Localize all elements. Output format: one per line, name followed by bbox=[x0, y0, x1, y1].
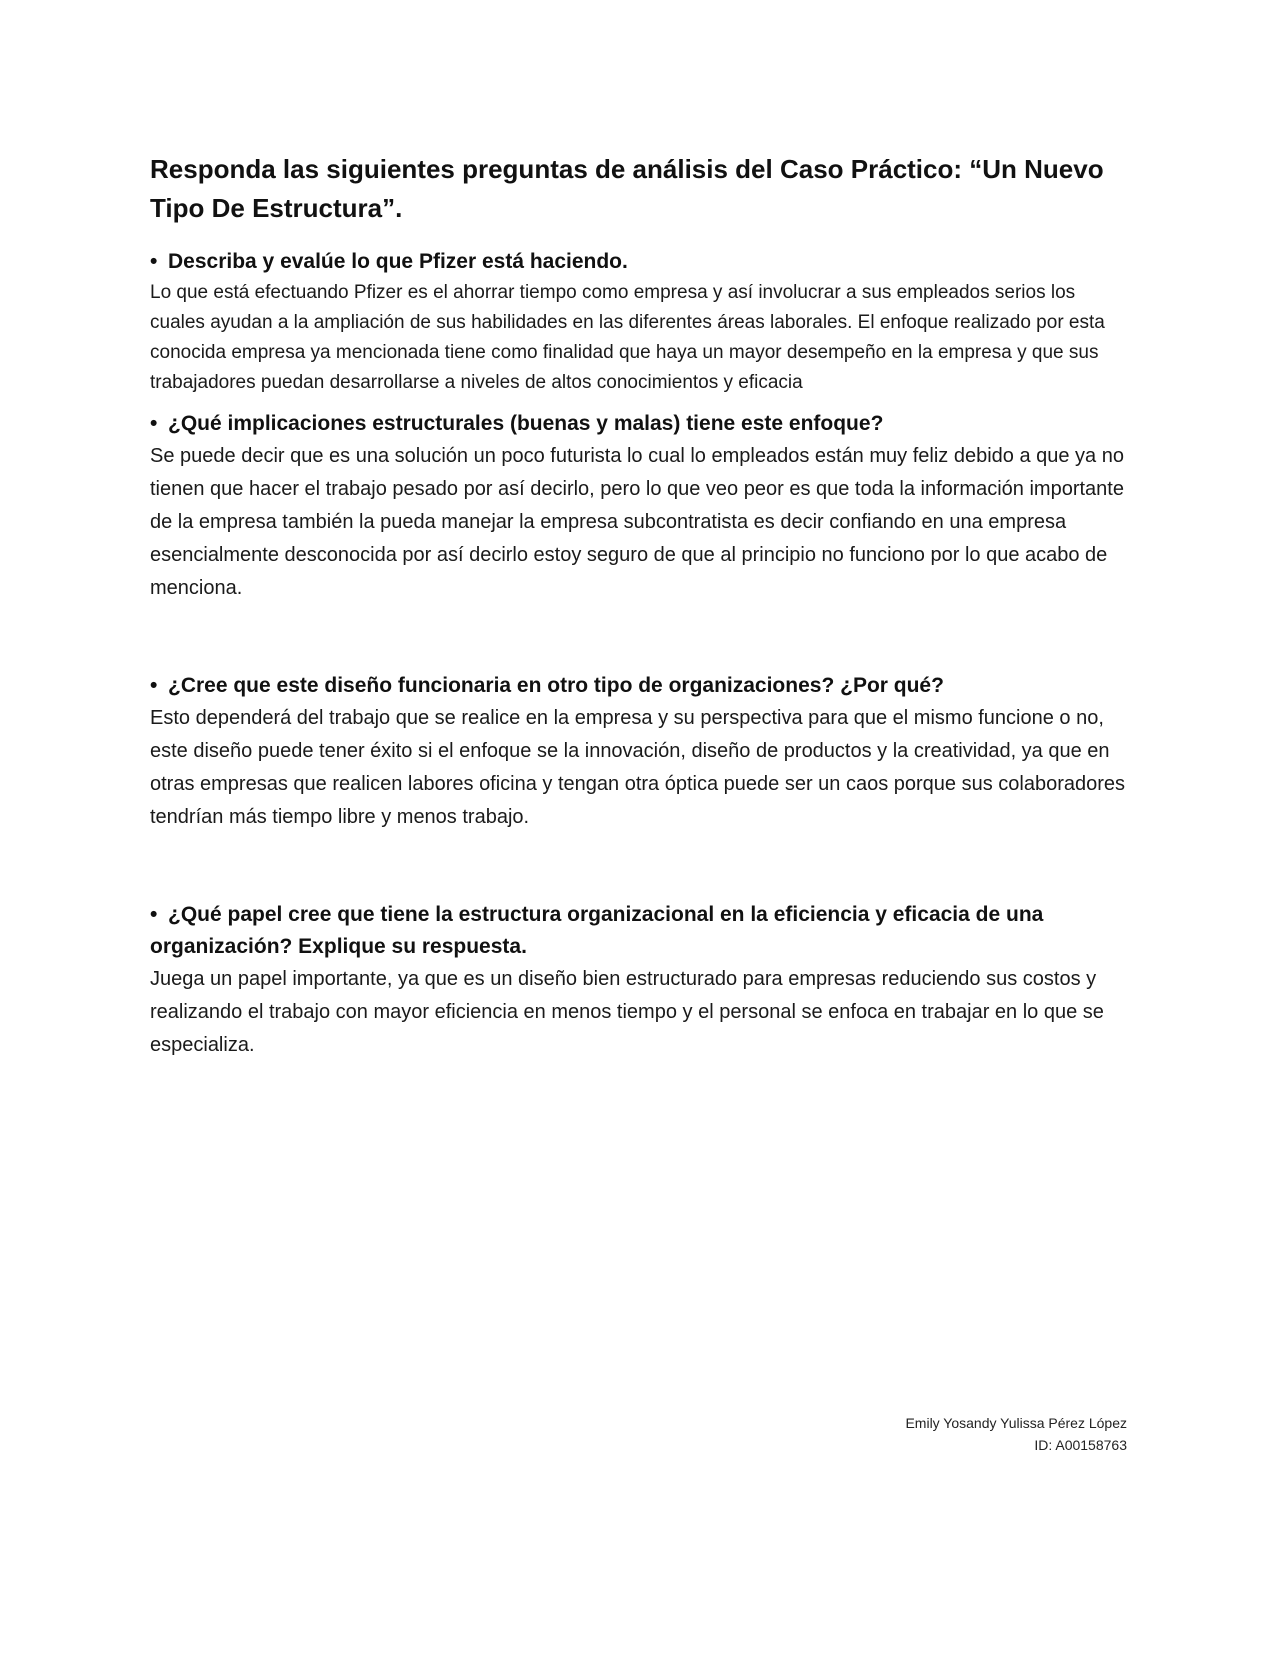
bullet-icon: • bbox=[150, 674, 158, 697]
question-4-text: ¿Qué papel cree que tiene la estructura organizacional en la eficiencia y eficacia de una organización? Explique su respuesta. bbox=[150, 903, 1044, 958]
answer-2: Se puede decir que es una solución un poco futurista lo cual lo empleados están muy feliz debido a que ya no tienen que hacer el trabajo pesado por así decirlo, pero lo que veo peor es que toda la información importante de la empresa también la pueda manejar la empresa subcontratista es decir confiando en una empresa esencialmente desconocida por así decirlo estoy seguro de que al principio no funciono por lo que acabo de menciona. bbox=[150, 445, 1124, 599]
question-3-text: ¿Cree que este diseño funcionaria en otro tipo de organizaciones? ¿Por qué? bbox=[168, 674, 944, 697]
qa-section-3 bbox=[150, 670, 1135, 834]
author-name: Emily Yosandy Yulissa Pérez López bbox=[905, 1415, 1127, 1431]
answer-1: Lo que está efectuando Pfizer es el ahorrar tiempo como empresa y así involucrar a sus empleados serios los cuales ayudan a la ampliación de sus habilidades en las diferentes áreas laborales. El enfoque realizado por esta conocida empresa ya mencionada tiene como finalidad que haya un mayor desempeño en la empresa y que sus trabajadores puedan desarrollarse a niveles de altos conocimientos y eficacia bbox=[150, 282, 1105, 393]
bullet-icon: • bbox=[150, 903, 158, 926]
question-3 bbox=[150, 670, 1135, 702]
question-1-text: Describa y evalúe lo que Pfizer está haciendo. bbox=[168, 250, 628, 273]
author-footer bbox=[905, 1412, 1127, 1456]
bullet-icon: • bbox=[150, 412, 158, 435]
question-4 bbox=[150, 899, 1135, 963]
student-id-label: ID: bbox=[1034, 1437, 1053, 1453]
question-2-text: ¿Qué implicaciones estructurales (buenas y malas) tiene este enfoque? bbox=[168, 412, 884, 435]
question-1 bbox=[150, 246, 1135, 278]
document-title: Responda las siguientes preguntas de análisis del Caso Práctico: “Un Nuevo Tipo De Estructura”. bbox=[150, 154, 1104, 223]
qa-section-1 bbox=[150, 246, 1135, 398]
spacer bbox=[150, 605, 1135, 670]
question-2 bbox=[150, 408, 1135, 440]
answer-4: Juega un papel importante, ya que es un diseño bien estructurado para empresas reduciendo sus costos y realizando el trabajo con mayor eficiencia en menos tiempo y el personal se enfoca en trabajar en lo que se especializa. bbox=[150, 968, 1104, 1056]
bullet-icon: • bbox=[150, 250, 158, 273]
qa-section-2 bbox=[150, 408, 1135, 605]
spacer bbox=[150, 834, 1135, 899]
document-body bbox=[150, 150, 1135, 1062]
answer-3: Esto dependerá del trabajo que se realice en la empresa y su perspectiva para que el mismo funcione o no, este diseño puede tener éxito si el enfoque se la innovación, diseño de productos y la creatividad, ya que en otras empresas que realicen labores oficina y tengan otra óptica puede ser un caos porque sus colaboradores tendrían más tiempo libre y menos trabajo. bbox=[150, 707, 1126, 828]
spacer bbox=[150, 398, 1135, 408]
qa-section-4 bbox=[150, 899, 1135, 1062]
student-id bbox=[905, 1434, 1127, 1456]
student-id-value: A00158763 bbox=[1055, 1437, 1127, 1453]
